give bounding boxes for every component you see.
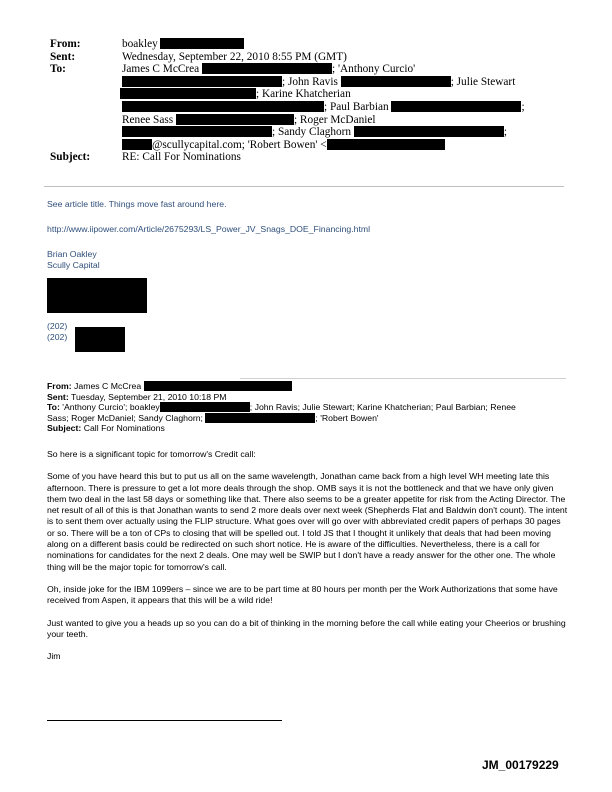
sent-row (50, 51, 560, 64)
orig-sent-value: Tuesday, September 21, 2010 10:18 PM (70, 391, 227, 402)
redaction-bar (341, 76, 451, 87)
email-header (50, 38, 560, 164)
orig-from-label: From: (47, 381, 72, 391)
quote-divider (240, 378, 566, 379)
redaction-bar (176, 114, 294, 125)
reply-body (47, 199, 567, 343)
redaction-bar (327, 139, 445, 150)
redaction-bar (122, 101, 324, 112)
from-label: From: (50, 38, 81, 50)
redaction-bar (75, 327, 125, 352)
from-value: boakley (122, 38, 158, 50)
redaction-bar (144, 381, 292, 391)
subject-row (50, 151, 560, 164)
to-row (50, 63, 560, 151)
redaction-bar (120, 88, 256, 99)
paragraph: Oh, inside joke for the IBM 1099ers – since we are to be part time at 80 hours per month per the Work Authorizations that some have received from Aspen, it appears that this will be a wild ride! (47, 583, 558, 606)
to-recipients: James C McCrea ; 'Anthony Curcio' ; John Ravis ; Julie Stewart ; Karine Khatcherian ; Paul Barbian ; Renee Sass ; Roger McDaniel ; Sandy Claghorn ; @scullycapital.com; 'Robert Bowen' < (122, 63, 525, 151)
original-header: From: James C McCrea Sent: Tuesday, September 21, 2010 10:18 PM To: 'Anthony Curcio'; boakley ; John Ravis; Julie Stewart; Karine Khatcherian; Paul Barbian; Renee Sass; Roger McDaniel; Sandy Claghorn; ; 'Robert Bowen' Subject: Call For Nominations (47, 381, 516, 434)
phone-2: (202) (47, 332, 68, 342)
redaction-bar (205, 413, 315, 423)
paragraph: Just wanted to give you a heads up so you can do a bit of thinking in the morning before the call while eating your Cheerios or brushing your teeth. (47, 617, 566, 639)
sent-label: Sent: (50, 50, 76, 63)
subject-value: RE: Call For Nominations (122, 151, 241, 164)
orig-subject-label: Subject: (47, 423, 82, 434)
subject-label: Subject: (50, 151, 91, 164)
redaction-bar (122, 126, 272, 137)
redaction-bar (160, 402, 250, 412)
reply-text: See article title. Things move fast around here. (47, 199, 227, 209)
orig-subject-value: Call For Nominations (83, 423, 165, 434)
from-row (50, 38, 560, 51)
to-label: To: (50, 63, 66, 76)
bates-number: JM_00179229 (482, 758, 559, 772)
orig-from-value: James C McCrea (74, 381, 142, 391)
signature-name: Brian Oakley (47, 249, 97, 259)
redaction-bar (391, 101, 521, 112)
article-link[interactable]: http://www.iipower.com/Article/2675293/LS_Power_JV_Snags_DOE_Financing.html (47, 224, 371, 234)
orig-to-label: To: (47, 402, 60, 413)
paragraph: Some of you have heard this but to put us all on the same wavelength, Jonathan came back from a high level WH meeting late this afternoon. There is pressure to get a lot more deals through the shop. OMB says it is not the bottleneck and that we have only given them two deal in the last 58 days or something like that. There also seems to be a greater appetite for risk from the Acting Director. The net result of all of this is that Jonathan wants to send 2 more deals over next week (Shepherds Flat and Baldwin don't count). The intent is to sent them over actually using the FLIP structure. What goes over will go over with abbreviated credit papers of perhaps 30 pages or so. There will be a ton of CPs to closing that will be spelled out. I told JS that I thought it unlikely that deals that had been moving along on a different basis could be redirected on such short notice. He is aware of the difficulties. Nevertheless, there is a call for nominations for candidates for the next 2 deals. One may well be SWIP but I don't have a ready answer for the other one. The whole thing will be the major topic for tomorrow's call. (47, 471, 568, 572)
signature-line (47, 720, 282, 721)
redaction-bar (202, 63, 332, 74)
redaction-bar (354, 126, 504, 137)
paragraph: So here is a significant topic for tomorrow's Credit call: (47, 449, 256, 459)
redaction-bar (122, 139, 152, 150)
message-body (47, 449, 569, 673)
sent-value: Wednesday, September 22, 2010 8:55 PM (GMT) (122, 50, 347, 63)
redaction-bar (160, 38, 244, 49)
header-divider (44, 186, 564, 187)
signature-company: Scully Capital (47, 260, 100, 270)
phone-1: (202) (47, 321, 68, 331)
redaction-bar (122, 76, 282, 87)
signoff: Jim (47, 651, 61, 662)
redaction-block (47, 278, 147, 313)
orig-sent-label: Sent: (47, 391, 69, 402)
